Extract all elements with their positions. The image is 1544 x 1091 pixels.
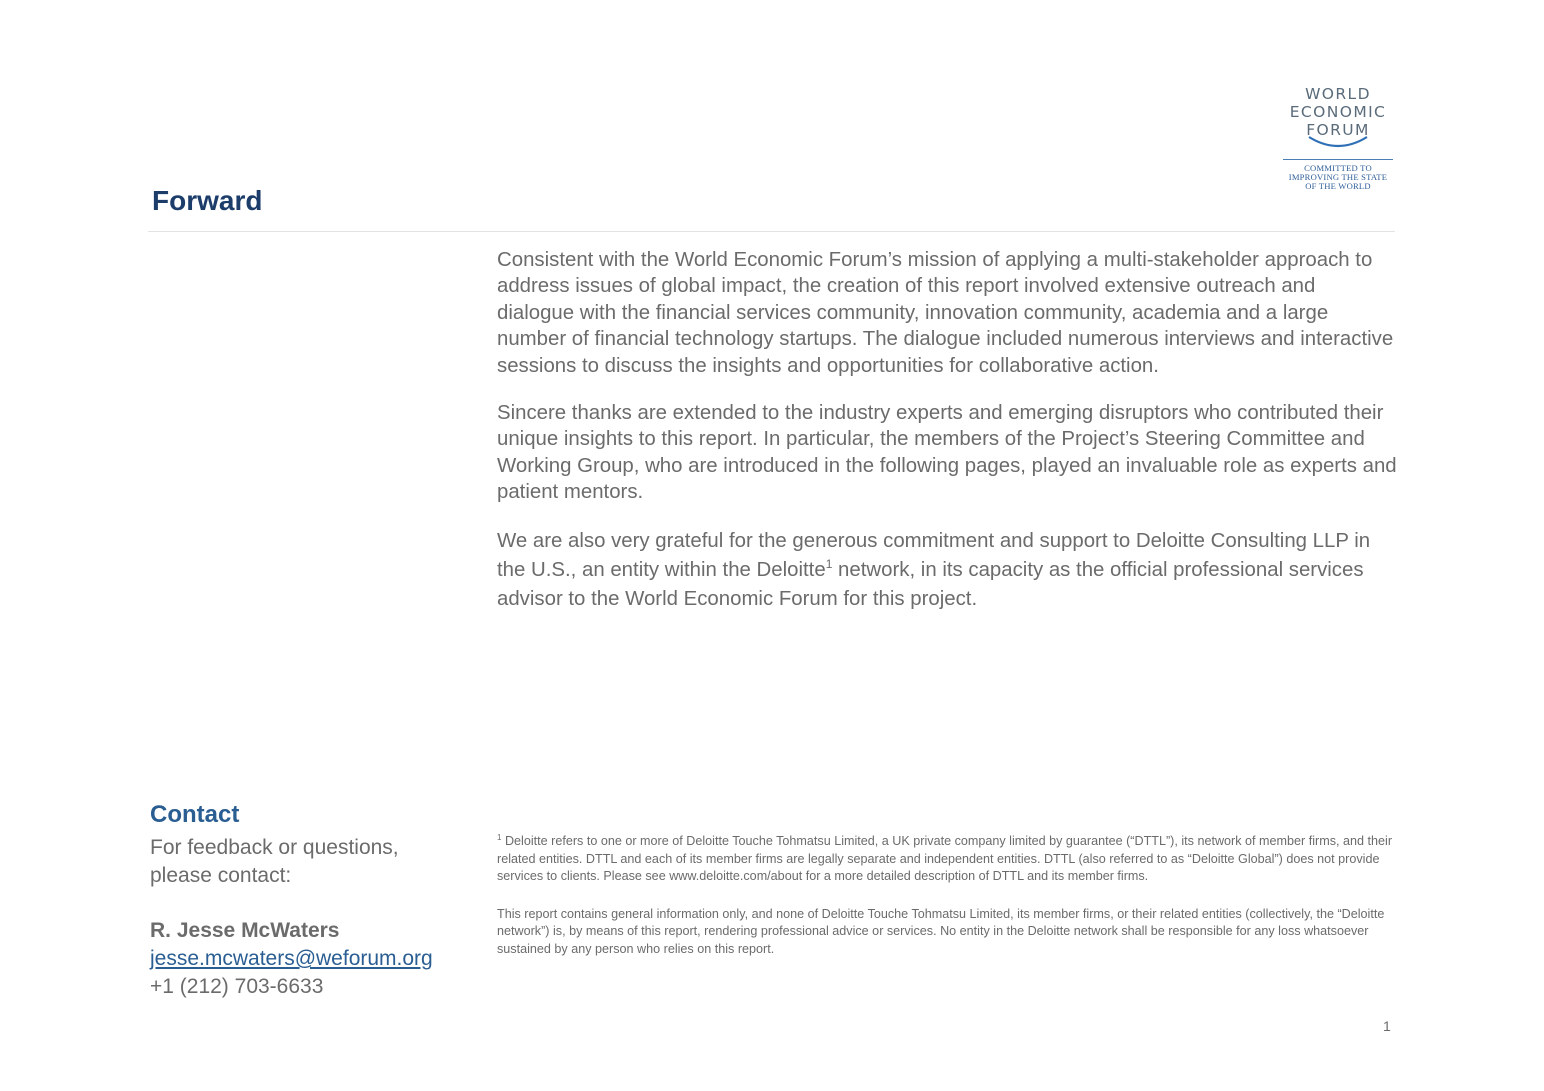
tagline-line: COMMITTED TO (1304, 163, 1372, 173)
logo-divider (1283, 159, 1393, 160)
page-title: Forward (152, 185, 263, 216)
contact-block (150, 800, 470, 1001)
page-number: 1 (1383, 1018, 1391, 1034)
contact-intro: For feedback or questions, (150, 836, 399, 859)
footnotes (497, 833, 1397, 959)
tagline-line: IMPROVING THE STATE (1288, 172, 1388, 182)
tagline-line: OF THE WORLD (1305, 181, 1371, 191)
wef-logo (1278, 85, 1398, 191)
footnote-text: Deloitte refers to one or more of Deloitte Touche Tohmatsu Limited, a UK private company limited by guarantee (“DTTL”), its network of member firms, and their related entities. DTTL and each of its member firms are legally separate and independent entities. DTTL (also referred to as “Deloitte Global”) does not provide services to clients. Please see www.deloitte.com/about for a more detailed description of DTTL and its member firms. (497, 834, 1393, 884)
contact-intro: please contact: (150, 864, 292, 887)
contact-phone: +1 (212) 703-6633 (150, 975, 324, 998)
contact-email-link[interactable]: jesse.mcwaters@weforum.org (150, 947, 433, 970)
logo-line: WORLD (1305, 85, 1371, 103)
footnote-marker: 1 (497, 832, 502, 842)
logo-line: ECONOMIC (1289, 103, 1387, 121)
body-paragraph: Sincere thanks are extended to the industry experts and emerging disruptors who contributed their unique insights to this report. In particular, the members of the Project’s Steering Committee and Working Group, who are introduced in the following pages, played an invaluable role as experts and patient mentors. (497, 402, 1397, 504)
logo-tagline (1278, 164, 1398, 191)
disclaimer: This report contains general information only, and none of Deloitte Touche Tohmatsu Limited, its member firms, or their related entities (collectively, the “Deloitte network”) is, by means of this report, rendering professional advice or services. No entity in the Deloitte network shall be responsible for any loss whatsoever sustained by any person who relies on this report. (497, 906, 1385, 956)
paragraph-text: We are also very grateful for the generous commitment and support to Deloitte Consulting LLP in the U.S., an entity within the Deloitte (497, 529, 1371, 581)
spacer (150, 890, 470, 917)
paragraph-text: network, in its capacity as the official professional services advisor to the World Economic Forum for this project. (497, 558, 1364, 610)
contact-heading: Contact (150, 801, 240, 828)
body-paragraph (497, 527, 1397, 614)
logo-wordmark (1278, 85, 1398, 139)
body-paragraph: Consistent with the World Economic Forum’s mission of applying a multi-stakeholder approach to address issues of global impact, the creation of this report involved extensive outreach and dialogue with the financial services community, innovation community, academia and a large number of financial technology startups. The dialogue included numerous interviews and interactive sessions to discuss the insights and opportunities for collaborative action. (497, 249, 1394, 377)
logo-line: FORUM (1306, 121, 1370, 139)
contact-name: R. Jesse McWaters (150, 919, 340, 942)
body-text (497, 247, 1397, 614)
footnote-ref: 1 (825, 556, 833, 571)
footnote (497, 833, 1397, 886)
title-divider (148, 231, 1395, 232)
